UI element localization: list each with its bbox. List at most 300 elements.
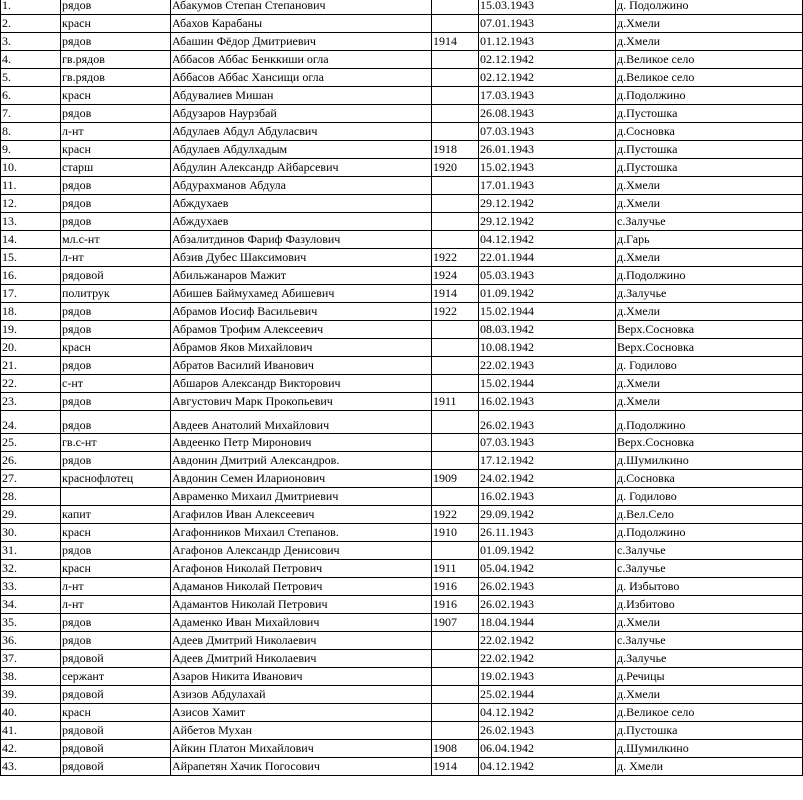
birth-year-cell <box>432 51 479 69</box>
row-number-cell: 32. <box>1 560 61 578</box>
death-date-cell: 17.12.1942 <box>479 452 616 470</box>
row-number-cell: 15. <box>1 249 61 267</box>
death-date-cell: 06.04.1942 <box>479 740 616 758</box>
death-date-cell: 05.03.1943 <box>479 267 616 285</box>
rank-cell: рядов <box>61 195 171 213</box>
name-cell: Авраменко Михаил Дмитриевич <box>171 488 432 506</box>
row-number-cell: 37. <box>1 650 61 668</box>
row-number-cell: 12. <box>1 195 61 213</box>
row-number-cell: 6. <box>1 87 61 105</box>
name-cell: Айрапетян Хачик Погосович <box>171 758 432 776</box>
birth-year-cell: 1922 <box>432 506 479 524</box>
name-cell: Аббасов Аббас Бенккиши огла <box>171 51 432 69</box>
table-row <box>1 578 803 596</box>
name-cell: Абрамов Иосиф Васильевич <box>171 303 432 321</box>
burial-place-cell: д.Гарь <box>616 231 803 249</box>
rank-cell: рядов <box>61 411 171 434</box>
table-row <box>1 177 803 195</box>
table-row <box>1 303 803 321</box>
name-cell: Абдулаев Абдулхадым <box>171 141 432 159</box>
table-row <box>1 15 803 33</box>
death-date-cell: 15.02.1944 <box>479 375 616 393</box>
rank-cell: капит <box>61 506 171 524</box>
rank-cell: рядов <box>61 614 171 632</box>
burial-place-cell: Верх.Сосновка <box>616 321 803 339</box>
birth-year-cell <box>432 231 479 249</box>
table-row <box>1 51 803 69</box>
table-row <box>1 285 803 303</box>
name-cell: Абрамов Трофим Алексеевич <box>171 321 432 339</box>
table-row <box>1 0 803 15</box>
row-number-cell: 42. <box>1 740 61 758</box>
name-cell: Адаманов Николай Петрович <box>171 578 432 596</box>
name-cell: Авдеенко Петр Миронович <box>171 434 432 452</box>
name-cell: Агафонников Михаил Степанов. <box>171 524 432 542</box>
burial-place-cell: д.Подолжино <box>616 524 803 542</box>
name-cell: Абдурахманов Абдула <box>171 177 432 195</box>
birth-year-cell <box>432 722 479 740</box>
rank-cell: рядов <box>61 393 171 411</box>
death-date-cell: 10.08.1942 <box>479 339 616 357</box>
birth-year-cell: 1914 <box>432 33 479 51</box>
death-date-cell: 15.02.1944 <box>479 303 616 321</box>
table-row <box>1 213 803 231</box>
death-date-cell: 07.01.1943 <box>479 15 616 33</box>
table-row <box>1 686 803 704</box>
table-row <box>1 357 803 375</box>
death-date-cell: 24.02.1942 <box>479 470 616 488</box>
birth-year-cell <box>432 69 479 87</box>
rank-cell: рядов <box>61 632 171 650</box>
birth-year-cell <box>432 411 479 434</box>
burial-place-cell: д.Великое село <box>616 704 803 722</box>
death-date-cell: 22.01.1944 <box>479 249 616 267</box>
rank-cell: красн <box>61 704 171 722</box>
death-date-cell: 29.12.1942 <box>479 213 616 231</box>
row-number-cell: 40. <box>1 704 61 722</box>
burial-place-cell: д.Подолжино <box>616 267 803 285</box>
burial-place-cell: с.Залучье <box>616 213 803 231</box>
birth-year-cell <box>432 15 479 33</box>
table-row <box>1 267 803 285</box>
rank-cell: сержант <box>61 668 171 686</box>
rank-cell: рядов <box>61 213 171 231</box>
birth-year-cell <box>432 632 479 650</box>
burial-place-cell: д.Хмели <box>616 249 803 267</box>
birth-year-cell: 1910 <box>432 524 479 542</box>
rank-cell: красн <box>61 524 171 542</box>
birth-year-cell <box>432 704 479 722</box>
row-number-cell: 20. <box>1 339 61 357</box>
name-cell: Адаменко Иван Михайлович <box>171 614 432 632</box>
rank-cell: л-нт <box>61 578 171 596</box>
name-cell: Агафонов Николай Петрович <box>171 560 432 578</box>
row-number-cell: 18. <box>1 303 61 321</box>
table-row <box>1 506 803 524</box>
birth-year-cell <box>432 357 479 375</box>
birth-year-cell: 1924 <box>432 267 479 285</box>
rank-cell: л-нт <box>61 596 171 614</box>
name-cell: Абдулаев Абдул Абдуласвич <box>171 123 432 141</box>
birth-year-cell: 1916 <box>432 596 479 614</box>
table-row <box>1 231 803 249</box>
rank-cell: рядов <box>61 303 171 321</box>
birth-year-cell <box>432 213 479 231</box>
name-cell: Адамантов Николай Петрович <box>171 596 432 614</box>
table-row <box>1 488 803 506</box>
death-date-cell: 01.12.1943 <box>479 33 616 51</box>
birth-year-cell <box>432 434 479 452</box>
row-number-cell: 24. <box>1 411 61 434</box>
burial-place-cell: д.Вел.Село <box>616 506 803 524</box>
name-cell: Адеев Дмитрий Николаевич <box>171 632 432 650</box>
burial-place-cell: д.Великое село <box>616 51 803 69</box>
row-number-cell: 4. <box>1 51 61 69</box>
burial-place-cell: д. Годилово <box>616 357 803 375</box>
rank-cell: красн <box>61 339 171 357</box>
row-number-cell: 10. <box>1 159 61 177</box>
table-row <box>1 470 803 488</box>
name-cell: Айбетов Мухан <box>171 722 432 740</box>
rank-cell: краснофлотец <box>61 470 171 488</box>
burial-place-cell: д. Годилово <box>616 488 803 506</box>
death-date-cell: 04.12.1942 <box>479 758 616 776</box>
table-row <box>1 758 803 776</box>
table-row <box>1 434 803 452</box>
death-date-cell: 22.02.1942 <box>479 650 616 668</box>
table-row <box>1 452 803 470</box>
rank-cell: старш <box>61 159 171 177</box>
rank-cell: красн <box>61 87 171 105</box>
birth-year-cell <box>432 0 479 15</box>
name-cell: Абакумов Степан Степанович <box>171 0 432 15</box>
death-date-cell: 25.02.1944 <box>479 686 616 704</box>
burial-place-cell: д. Избытово <box>616 578 803 596</box>
name-cell: Агафилов Иван Алексеевич <box>171 506 432 524</box>
birth-year-cell: 1911 <box>432 393 479 411</box>
burial-place-cell: д.Шумилкино <box>616 740 803 758</box>
birth-year-cell: 1922 <box>432 303 479 321</box>
table-row <box>1 614 803 632</box>
table-row <box>1 740 803 758</box>
burial-place-cell: д.Хмели <box>616 375 803 393</box>
birth-year-cell: 1918 <box>432 141 479 159</box>
death-date-cell: 19.02.1943 <box>479 668 616 686</box>
name-cell: Абзалитдинов Фариф Фазулович <box>171 231 432 249</box>
row-number-cell: 19. <box>1 321 61 339</box>
burial-place-cell: Верх.Сосновка <box>616 339 803 357</box>
name-cell: Абждухаев <box>171 213 432 231</box>
name-cell: Абзив Дубес Шаксимович <box>171 249 432 267</box>
death-date-cell: 07.03.1943 <box>479 123 616 141</box>
row-number-cell: 5. <box>1 69 61 87</box>
name-cell: Агафонов Александр Денисович <box>171 542 432 560</box>
row-number-cell: 31. <box>1 542 61 560</box>
name-cell: Азаров Никита Иванович <box>171 668 432 686</box>
death-date-cell: 16.02.1943 <box>479 488 616 506</box>
rank-cell <box>61 488 171 506</box>
birth-year-cell: 1916 <box>432 578 479 596</box>
rank-cell: гв.рядов <box>61 69 171 87</box>
table-row <box>1 411 803 434</box>
row-number-cell: 38. <box>1 668 61 686</box>
row-number-cell: 2. <box>1 15 61 33</box>
death-date-cell: 01.09.1942 <box>479 542 616 560</box>
table-row <box>1 722 803 740</box>
rank-cell: гв.рядов <box>61 51 171 69</box>
row-number-cell: 9. <box>1 141 61 159</box>
table-row <box>1 542 803 560</box>
row-number-cell: 35. <box>1 614 61 632</box>
name-cell: Абратов Василий Иванович <box>171 357 432 375</box>
row-number-cell: 17. <box>1 285 61 303</box>
burial-place-cell: д.Хмели <box>616 303 803 321</box>
burial-place-cell: д. Хмели <box>616 758 803 776</box>
table-row <box>1 393 803 411</box>
row-number-cell: 13. <box>1 213 61 231</box>
name-cell: Абахов Карабаны <box>171 15 432 33</box>
birth-year-cell <box>432 339 479 357</box>
table-row <box>1 141 803 159</box>
birth-year-cell: 1914 <box>432 285 479 303</box>
death-date-cell: 26.11.1943 <box>479 524 616 542</box>
row-number-cell: 39. <box>1 686 61 704</box>
burial-place-cell: д.Хмели <box>616 393 803 411</box>
birth-year-cell <box>432 542 479 560</box>
death-date-cell: 29.09.1942 <box>479 506 616 524</box>
row-number-cell: 33. <box>1 578 61 596</box>
row-number-cell: 14. <box>1 231 61 249</box>
birth-year-cell <box>432 195 479 213</box>
death-date-cell: 26.02.1943 <box>479 722 616 740</box>
name-cell: Абждухаев <box>171 195 432 213</box>
birth-year-cell: 1909 <box>432 470 479 488</box>
rank-cell: красн <box>61 141 171 159</box>
table-row <box>1 560 803 578</box>
death-date-cell: 26.02.1943 <box>479 411 616 434</box>
rank-cell: рядов <box>61 105 171 123</box>
rank-cell: рядовой <box>61 740 171 758</box>
table-row <box>1 704 803 722</box>
rank-cell: рядов <box>61 321 171 339</box>
death-date-cell: 04.12.1942 <box>479 231 616 249</box>
table-row <box>1 87 803 105</box>
name-cell: Авдеев Анатолий Михайлович <box>171 411 432 434</box>
burial-place-cell: с.Залучье <box>616 632 803 650</box>
row-number-cell: 3. <box>1 33 61 51</box>
rank-cell: рядовой <box>61 758 171 776</box>
death-date-cell: 07.03.1943 <box>479 434 616 452</box>
burial-place-cell: д.Пустошка <box>616 722 803 740</box>
death-date-cell: 02.12.1942 <box>479 51 616 69</box>
birth-year-cell: 1908 <box>432 740 479 758</box>
burial-place-cell: д.Хмели <box>616 686 803 704</box>
rank-cell: гв.с-нт <box>61 434 171 452</box>
rank-cell: рядов <box>61 0 171 15</box>
rank-cell: с-нт <box>61 375 171 393</box>
rank-cell: красн <box>61 560 171 578</box>
death-date-cell: 18.04.1944 <box>479 614 616 632</box>
row-number-cell: 16. <box>1 267 61 285</box>
burial-place-cell: д.Избитово <box>616 596 803 614</box>
birth-year-cell <box>432 321 479 339</box>
table-row <box>1 159 803 177</box>
death-date-cell: 08.03.1942 <box>479 321 616 339</box>
burial-place-cell: д.Подолжино <box>616 411 803 434</box>
birth-year-cell <box>432 105 479 123</box>
rank-cell: рядовой <box>61 267 171 285</box>
rank-cell: рядов <box>61 177 171 195</box>
burial-place-cell: д.Хмели <box>616 15 803 33</box>
burial-place-cell: д.Пустошка <box>616 159 803 177</box>
death-date-cell: 17.03.1943 <box>479 87 616 105</box>
name-cell: Абдузаров Наурзбай <box>171 105 432 123</box>
table-row <box>1 321 803 339</box>
row-number-cell: 8. <box>1 123 61 141</box>
burial-place-cell: д.Хмели <box>616 195 803 213</box>
row-number-cell: 28. <box>1 488 61 506</box>
table-row <box>1 668 803 686</box>
rank-cell: мл.с-нт <box>61 231 171 249</box>
burial-place-cell: д.Хмели <box>616 177 803 195</box>
row-number-cell: 11. <box>1 177 61 195</box>
burial-place-cell: д.Пустошка <box>616 105 803 123</box>
name-cell: Абильжанаров Мажит <box>171 267 432 285</box>
birth-year-cell <box>432 177 479 195</box>
death-date-cell: 26.02.1943 <box>479 596 616 614</box>
death-date-cell: 04.12.1942 <box>479 704 616 722</box>
name-cell: Абдулин Александр Айбарсевич <box>171 159 432 177</box>
burial-place-cell: д.Хмели <box>616 614 803 632</box>
burial-place-cell: д.Подолжино <box>616 87 803 105</box>
death-date-cell: 02.12.1942 <box>479 69 616 87</box>
burial-place-cell: Верх.Сосновка <box>616 434 803 452</box>
burial-place-cell: с.Залучье <box>616 560 803 578</box>
death-date-cell: 16.02.1943 <box>479 393 616 411</box>
death-date-cell: 22.02.1942 <box>479 632 616 650</box>
row-number-cell: 25. <box>1 434 61 452</box>
birth-year-cell <box>432 452 479 470</box>
table-row <box>1 375 803 393</box>
table-row <box>1 123 803 141</box>
death-date-cell: 26.01.1943 <box>479 141 616 159</box>
table-row <box>1 650 803 668</box>
birth-year-cell <box>432 87 479 105</box>
rank-cell: рядов <box>61 33 171 51</box>
burial-place-cell: с.Залучье <box>616 542 803 560</box>
rank-cell: л-нт <box>61 123 171 141</box>
death-date-cell: 15.02.1943 <box>479 159 616 177</box>
name-cell: Аббасов Аббас Хансищи огла <box>171 69 432 87</box>
table-row <box>1 632 803 650</box>
burial-place-cell: д.Сосновка <box>616 470 803 488</box>
burial-place-cell: д.Речицы <box>616 668 803 686</box>
row-number-cell: 26. <box>1 452 61 470</box>
birth-year-cell <box>432 488 479 506</box>
death-date-cell: 26.02.1943 <box>479 578 616 596</box>
rank-cell: красн <box>61 15 171 33</box>
table-row <box>1 105 803 123</box>
birth-year-cell: 1914 <box>432 758 479 776</box>
name-cell: Авдонин Семен Иларионович <box>171 470 432 488</box>
name-cell: Августович Марк Прокопьевич <box>171 393 432 411</box>
rank-cell: рядовой <box>61 686 171 704</box>
burial-place-cell: д.Великое село <box>616 69 803 87</box>
row-number-cell: 23. <box>1 393 61 411</box>
burial-place-cell: д.Залучье <box>616 650 803 668</box>
death-date-cell: 26.08.1943 <box>479 105 616 123</box>
death-date-cell: 05.04.1942 <box>479 560 616 578</box>
burial-place-cell: д. Подолжино <box>616 0 803 15</box>
birth-year-cell <box>432 686 479 704</box>
row-number-cell: 7. <box>1 105 61 123</box>
birth-year-cell: 1911 <box>432 560 479 578</box>
row-number-cell: 30. <box>1 524 61 542</box>
birth-year-cell <box>432 123 479 141</box>
table-row <box>1 195 803 213</box>
row-number-cell: 21. <box>1 357 61 375</box>
row-number-cell: 22. <box>1 375 61 393</box>
row-number-cell: 1. <box>1 0 61 15</box>
table-row <box>1 69 803 87</box>
birth-year-cell: 1920 <box>432 159 479 177</box>
death-date-cell: 29.12.1942 <box>479 195 616 213</box>
name-cell: Адеев Дмитрий Николаевич <box>171 650 432 668</box>
row-number-cell: 34. <box>1 596 61 614</box>
burial-place-cell: д.Пустошка <box>616 141 803 159</box>
table-row <box>1 339 803 357</box>
name-cell: Айкин Платон Михайлович <box>171 740 432 758</box>
rank-cell: рядов <box>61 542 171 560</box>
death-date-cell: 22.02.1943 <box>479 357 616 375</box>
burial-place-cell: д.Сосновка <box>616 123 803 141</box>
rank-cell: политрук <box>61 285 171 303</box>
table-row <box>1 524 803 542</box>
rank-cell: л-нт <box>61 249 171 267</box>
name-cell: Абрамов Яков Михайлович <box>171 339 432 357</box>
rank-cell: рядовой <box>61 722 171 740</box>
birth-year-cell <box>432 668 479 686</box>
name-cell: Азизов Абдулахай <box>171 686 432 704</box>
table-row <box>1 596 803 614</box>
rank-cell: рядовой <box>61 650 171 668</box>
name-cell: Авдонин Дмитрий Александров. <box>171 452 432 470</box>
row-number-cell: 43. <box>1 758 61 776</box>
death-date-cell: 15.03.1943 <box>479 0 616 15</box>
row-number-cell: 27. <box>1 470 61 488</box>
name-cell: Абишев Баймухамед Абишевич <box>171 285 432 303</box>
birth-year-cell <box>432 375 479 393</box>
burial-place-cell: д.Шумилкино <box>616 452 803 470</box>
table-row <box>1 33 803 51</box>
rank-cell: рядов <box>61 452 171 470</box>
name-cell: Азисов Хамит <box>171 704 432 722</box>
table-row <box>1 249 803 267</box>
name-cell: Абашин Фёдор Дмитриевич <box>171 33 432 51</box>
name-cell: Абшаров Александр Викторович <box>171 375 432 393</box>
death-date-cell: 01.09.1942 <box>479 285 616 303</box>
name-cell: Абдувалиев Мишан <box>171 87 432 105</box>
birth-year-cell: 1922 <box>432 249 479 267</box>
row-number-cell: 36. <box>1 632 61 650</box>
death-date-cell: 17.01.1943 <box>479 177 616 195</box>
birth-year-cell: 1907 <box>432 614 479 632</box>
roster-body <box>1 0 803 776</box>
rank-cell: рядов <box>61 357 171 375</box>
row-number-cell: 41. <box>1 722 61 740</box>
burial-place-cell: д.Хмели <box>616 33 803 51</box>
row-number-cell: 29. <box>1 506 61 524</box>
